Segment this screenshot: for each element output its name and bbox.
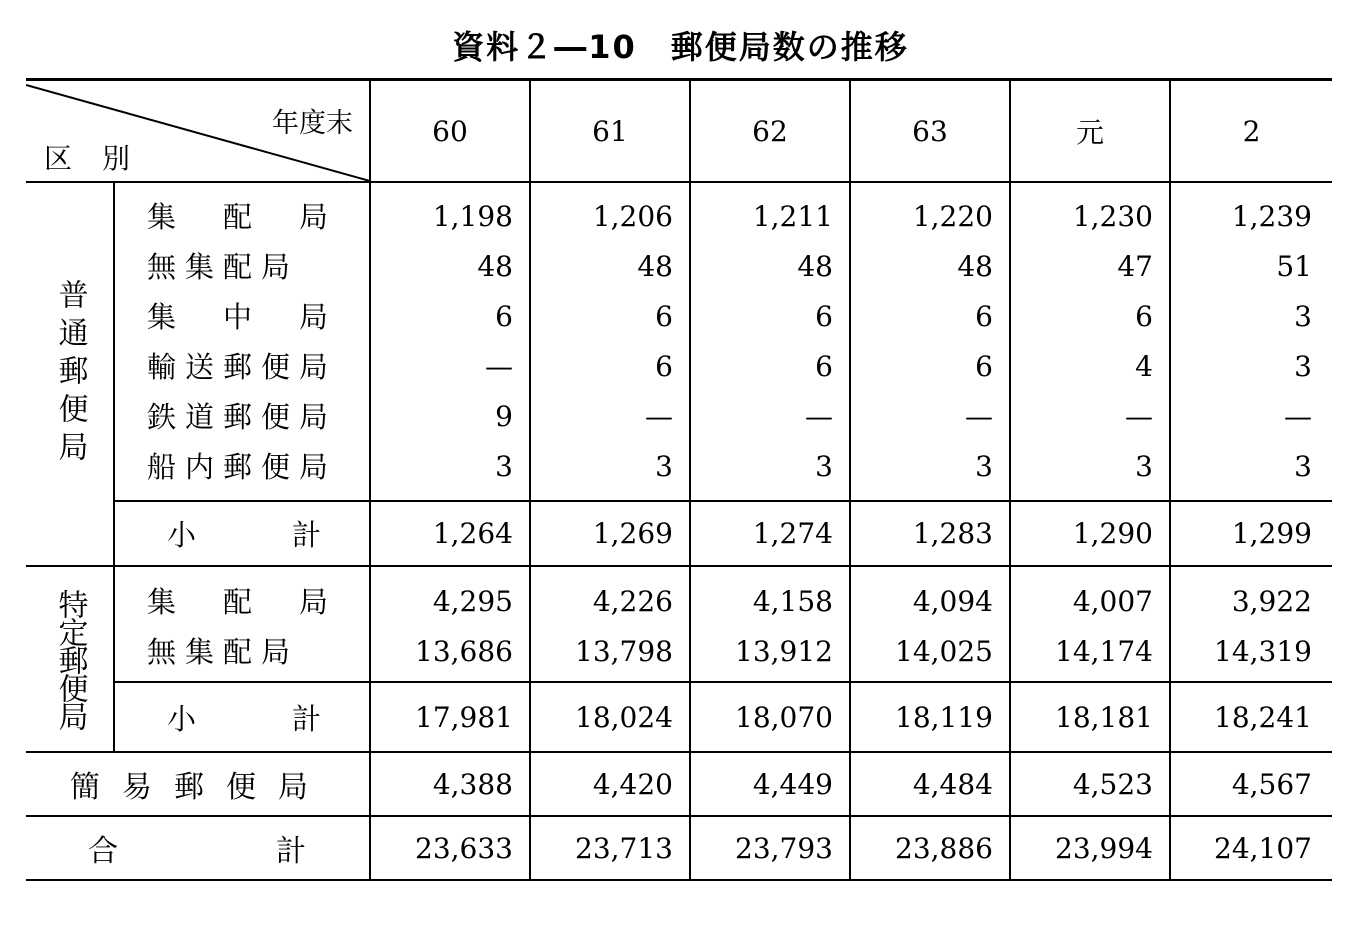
cell-value: 51 <box>1276 249 1312 283</box>
cell-value: 14,025 <box>895 635 993 668</box>
cell-value: 4,567 <box>1170 752 1332 816</box>
year-header: 62 <box>690 80 850 183</box>
row-label: 輸送郵便局 <box>147 349 338 384</box>
cell-value: 3 <box>1294 449 1312 483</box>
year-column-cells <box>1170 182 1332 501</box>
cell-value: 3,922 <box>1231 585 1312 618</box>
row-label: 集 中 局 <box>147 299 338 334</box>
cell-value: 3 <box>495 449 513 483</box>
cell-value: 6 <box>1135 299 1153 333</box>
year-column-cells <box>850 566 1010 682</box>
cell-value: — <box>805 399 833 433</box>
year-column-cells <box>1010 566 1170 682</box>
cell-value: 6 <box>655 349 673 383</box>
year-header: 61 <box>530 80 690 183</box>
tokutei-row-labels <box>114 566 370 682</box>
tokutei-group-label: 特定郵便局 <box>52 589 88 729</box>
cell-value: 1,198 <box>432 199 513 233</box>
cell-value: 6 <box>495 299 513 333</box>
cell-value: 1,290 <box>1010 501 1170 566</box>
cell-value: 3 <box>1294 299 1312 333</box>
year-header: 元 <box>1010 80 1170 183</box>
cell-value: 4,295 <box>432 585 513 618</box>
post-office-count-table <box>26 78 1332 881</box>
cell-value: 1,239 <box>1231 199 1312 233</box>
cell-value: 4,094 <box>912 585 993 618</box>
total-row <box>26 816 1332 880</box>
cell-value: 18,119 <box>850 682 1010 752</box>
cell-value: 9 <box>495 399 513 433</box>
cell-value: 1,230 <box>1072 199 1153 233</box>
year-column-cells <box>530 566 690 682</box>
year-column-cells <box>850 182 1010 501</box>
year-end-label: 年度末 <box>272 108 353 139</box>
cell-value: 1,269 <box>530 501 690 566</box>
cell-value: 18,070 <box>690 682 850 752</box>
cell-value: 4,158 <box>752 585 833 618</box>
cell-value: 14,319 <box>1214 635 1312 668</box>
cell-value: 6 <box>655 299 673 333</box>
cell-value: 1,211 <box>752 199 833 233</box>
cell-value: 6 <box>975 349 993 383</box>
cell-value: 17,981 <box>370 682 530 752</box>
cell-value: 4 <box>1135 349 1153 383</box>
cell-value: 1,299 <box>1170 501 1332 566</box>
year-column-cells <box>370 182 530 501</box>
year-header: 60 <box>370 80 530 183</box>
year-column-cells <box>1010 182 1170 501</box>
cell-value: 4,007 <box>1072 585 1153 618</box>
row-label: 船内郵便局 <box>147 449 338 484</box>
row-label: 集 配 局 <box>147 199 338 234</box>
cell-value: 14,174 <box>1055 635 1153 668</box>
category-label: 区別 <box>44 142 161 175</box>
cell-value: 48 <box>477 249 513 283</box>
year-header: 63 <box>850 80 1010 183</box>
tokutei-group-label-cell <box>26 566 114 752</box>
cell-value: 23,994 <box>1010 816 1170 880</box>
cell-value: — <box>645 399 673 433</box>
cell-value: — <box>965 399 993 433</box>
kan-i-row <box>26 752 1332 816</box>
year-header: 2 <box>1170 80 1332 183</box>
header-corner-cell <box>26 80 370 183</box>
futsu-group-label: 普通郵便局 <box>52 279 88 469</box>
cell-value: 3 <box>1294 349 1312 383</box>
total-label: 合 計 <box>26 816 370 880</box>
tokutei-rows <box>26 566 1332 682</box>
subtotal-label: 小 計 <box>114 682 370 752</box>
year-column-cells <box>530 182 690 501</box>
cell-value: 6 <box>975 299 993 333</box>
cell-value: 4,449 <box>690 752 850 816</box>
year-column-cells <box>690 182 850 501</box>
cell-value: 3 <box>1135 449 1153 483</box>
year-column-cells <box>1170 566 1332 682</box>
cell-value: 1,220 <box>912 199 993 233</box>
row-label: 無集配局 <box>147 635 300 669</box>
futsu-subtotal-row <box>26 501 1332 566</box>
cell-value: 18,024 <box>530 682 690 752</box>
cell-value: 47 <box>1117 249 1153 283</box>
cell-value: 3 <box>975 449 993 483</box>
cell-value: 18,241 <box>1170 682 1332 752</box>
futsu-rows <box>26 182 1332 501</box>
row-label: 集 配 局 <box>147 585 338 619</box>
row-label: 無集配局 <box>147 249 300 284</box>
kan-i-label: 簡易郵便局 <box>26 752 370 816</box>
cell-value: 13,686 <box>415 635 513 668</box>
row-label: 鉄道郵便局 <box>147 399 338 434</box>
cell-value: 48 <box>957 249 993 283</box>
futsu-group-label-cell <box>26 182 114 566</box>
cell-value: 3 <box>815 449 833 483</box>
year-column-cells <box>370 566 530 682</box>
cell-value: 3 <box>655 449 673 483</box>
cell-value: 18,181 <box>1010 682 1170 752</box>
cell-value: 23,886 <box>850 816 1010 880</box>
cell-value: 4,484 <box>850 752 1010 816</box>
cell-value: 13,798 <box>575 635 673 668</box>
futsu-row-labels <box>114 182 370 501</box>
cell-value: 1,274 <box>690 501 850 566</box>
cell-value: 24,107 <box>1170 816 1332 880</box>
cell-value: 4,226 <box>592 585 673 618</box>
page-title: 資料２―10 郵便局数の推移 <box>452 28 909 66</box>
cell-value: 1,283 <box>850 501 1010 566</box>
cell-value: 1,206 <box>592 199 673 233</box>
cell-value: 4,523 <box>1010 752 1170 816</box>
cell-value: 4,388 <box>370 752 530 816</box>
cell-value: — <box>1284 399 1312 433</box>
cell-value: 1,264 <box>370 501 530 566</box>
header-row <box>26 80 1332 183</box>
year-column-cells <box>690 566 850 682</box>
cell-value: 48 <box>637 249 673 283</box>
tokutei-subtotal-row <box>26 682 1332 752</box>
cell-value: 4,420 <box>530 752 690 816</box>
cell-value: 23,713 <box>530 816 690 880</box>
subtotal-label: 小 計 <box>114 501 370 566</box>
cell-value: 23,793 <box>690 816 850 880</box>
cell-value: 48 <box>797 249 833 283</box>
cell-value: — <box>1125 399 1153 433</box>
cell-value: 23,633 <box>370 816 530 880</box>
cell-value: 13,912 <box>735 635 833 668</box>
cell-value: — <box>485 349 513 383</box>
cell-value: 6 <box>815 299 833 333</box>
cell-value: 6 <box>815 349 833 383</box>
